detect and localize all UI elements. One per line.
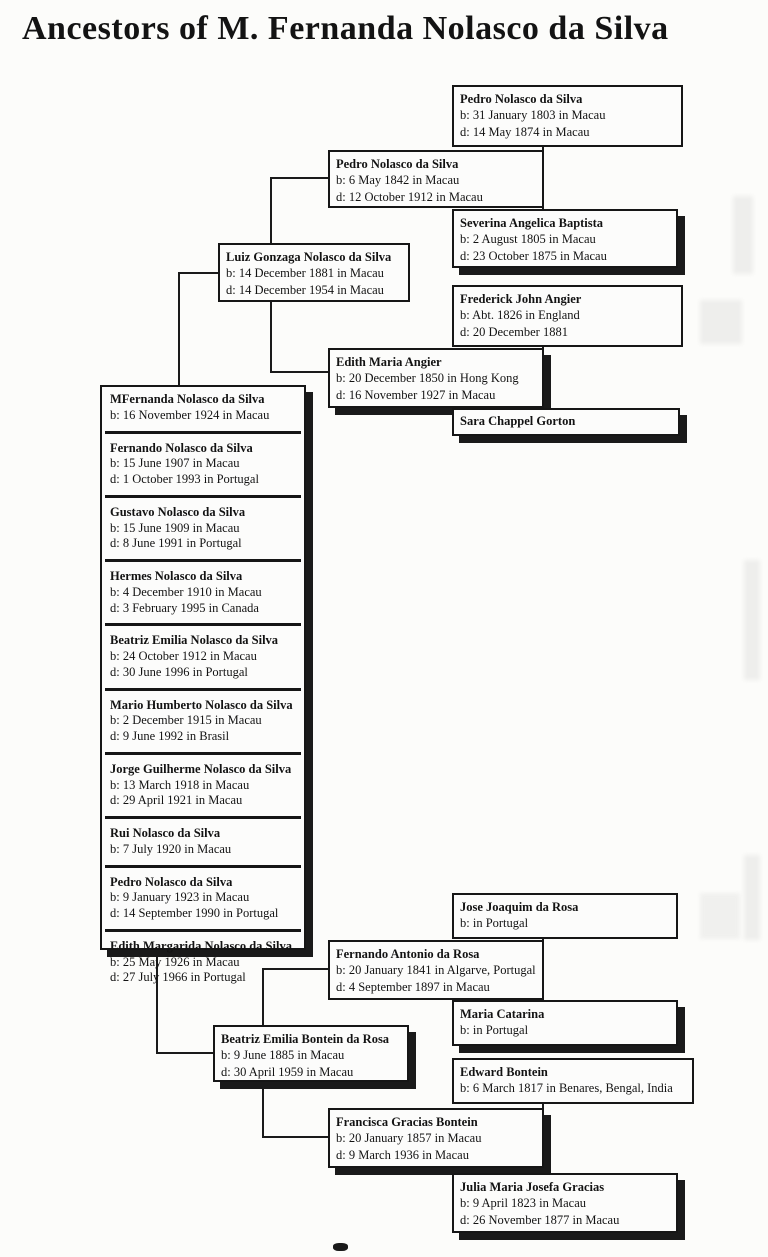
person-birth: b: 24 October 1912 in Macau [110, 649, 257, 663]
person-birth: b: 14 December 1881 in Macau [226, 266, 384, 281]
person-box-luiz-gonzaga-nolasco-da-silva [218, 243, 410, 302]
person-birth: b: 20 January 1841 in Algarve, Portugal [336, 963, 536, 978]
person-name: Edith Maria Angier [336, 355, 442, 369]
person-death: d: 14 May 1874 in Macau [460, 124, 590, 139]
person-box-edward-bontein [452, 1058, 694, 1104]
person-name: Edward Bontein [460, 1065, 548, 1079]
scan-artifact [733, 196, 753, 274]
family-member [102, 502, 304, 555]
person-name: Frederick John Angier [460, 292, 582, 306]
person-name: MFernanda Nolasco da Silva [110, 392, 265, 406]
person-name: Fernando Nolasco da Silva [110, 440, 253, 455]
person-death: d: 26 November 1877 in Macau [460, 1212, 620, 1227]
family-member [102, 566, 304, 619]
family-member [102, 438, 304, 491]
person-name: Pedro Nolasco da Silva [110, 874, 233, 889]
divider-line [105, 752, 301, 755]
divider-line [105, 559, 301, 562]
connector-line [156, 1052, 214, 1054]
connector-line [270, 371, 328, 373]
person-death: d: 14 September 1990 in Portugal [110, 906, 279, 920]
family-member [102, 759, 304, 812]
scan-artifact [744, 855, 760, 940]
person-birth: b: in Portugal [460, 1023, 529, 1038]
family-member [102, 936, 304, 989]
person-box-severina-angelica-baptista [452, 209, 678, 268]
person-box-pedro-nolasco-da-silva-1842 [328, 150, 544, 208]
person-name: Beatriz Emilia Nolasco da Silva [110, 633, 279, 648]
person-death: d: 29 April 1921 in Macau [110, 793, 243, 808]
person-name: Mario Humberto Nolasco da Silva [110, 697, 293, 712]
family-member [102, 872, 304, 925]
person-death: d: 23 October 1875 in Macau [460, 248, 607, 263]
person-name: Luiz Gonzaga Nolasco da Silva [226, 250, 392, 264]
person-name: Maria Catarina [460, 1007, 545, 1021]
person-birth: b: Abt. 1826 in England [460, 308, 580, 323]
person-birth: b: 15 June 1907 in Macau [110, 456, 240, 471]
person-name: Jose Joaquim da Rosa [460, 900, 579, 914]
person-box-frederick-john-angier [452, 285, 683, 347]
person-name: Jorge Guilherme Nolasco da Silva [110, 761, 292, 776]
divider-line [105, 688, 301, 691]
family-member [102, 389, 304, 427]
person-death: d: 4 September 1897 in Macau [336, 979, 490, 994]
divider-line [105, 623, 301, 626]
scan-artifact [744, 560, 760, 680]
family-member [102, 695, 304, 748]
person-death: d: 16 November 1927 in Macau [336, 387, 496, 402]
divider-line [105, 816, 301, 819]
person-name: Severina Angelica Baptista [460, 216, 604, 230]
person-death: d: 30 June 1996 in Portugal [110, 664, 248, 679]
person-name: Rui Nolasco da Silva [110, 826, 221, 840]
person-name: Julia Maria Josefa Gracias [460, 1180, 605, 1194]
person-box-pedro-nolasco-da-silva-1803 [452, 85, 683, 147]
person-birth: b: 7 July 1920 in Macau [110, 841, 232, 856]
person-name: Pedro Nolasco da Silva [460, 92, 583, 106]
person-birth: b: 2 August 1805 in Macau [460, 232, 596, 247]
person-birth: b: 9 April 1823 in Macau [460, 1196, 587, 1211]
person-death: d: 12 October 1912 in Macau [336, 189, 483, 204]
person-birth: b: 31 January 1803 in Macau [460, 108, 606, 123]
person-name: Beatriz Emilia Bontein da Rosa [221, 1032, 390, 1046]
divider-line [105, 495, 301, 498]
person-death: d: 9 March 1936 in Macau [336, 1147, 469, 1162]
scan-artifact [700, 300, 742, 344]
person-name: Fernando Antonio da Rosa [336, 947, 480, 961]
person-birth: b: 9 June 1885 in Macau [221, 1048, 345, 1063]
family-member [102, 630, 304, 683]
person-birth: b: 6 May 1842 in Macau [336, 173, 460, 188]
person-birth: b: 2 December 1915 in Macau [110, 713, 262, 728]
person-death: d: 27 July 1966 in Portugal [110, 970, 246, 985]
person-birth: b: in Portugal [460, 916, 529, 931]
person-birth: b: 20 January 1857 in Macau [336, 1131, 482, 1146]
person-birth: b: 15 June 1909 in Macau [110, 520, 240, 535]
person-name: Pedro Nolasco da Silva [336, 157, 459, 171]
person-name: Francisca Gracias Bontein [336, 1115, 478, 1129]
person-box-fernando-antonio-da-rosa [328, 940, 544, 1000]
person-box-sara-chappel-gorton [452, 408, 680, 436]
person-name: Hermes Nolasco da Silva [110, 569, 243, 583]
scan-speck [333, 1243, 348, 1251]
person-birth: b: 20 December 1850 in Hong Kong [336, 371, 519, 386]
person-birth: b: 6 March 1817 in Benares, Bengal, India [460, 1081, 673, 1096]
family-group-box [100, 385, 306, 985]
person-box-julia-maria-josefa-gracias [452, 1173, 678, 1233]
person-box-beatriz-emilia-bontein-da-rosa [213, 1025, 409, 1082]
person-death: d: 8 June 1991 in Portugal [110, 536, 242, 551]
person-name: Edith Margarida Nolasco da Silva [110, 938, 292, 953]
person-death: d: 14 December 1954 in Macau [226, 282, 384, 297]
person-birth: b: 13 March 1918 in Macau [110, 777, 250, 792]
person-birth: b: 25 May 1926 in Macau [110, 954, 240, 969]
divider-line [105, 431, 301, 434]
divider-line [105, 929, 301, 932]
person-box-francisca-gracias-bontein [328, 1108, 544, 1168]
connector-line [270, 177, 328, 179]
person-name: Gustavo Nolasco da Silva [110, 504, 246, 519]
connector-line [178, 272, 180, 386]
scan-artifact [700, 893, 740, 939]
divider-line [105, 865, 301, 868]
connector-line [262, 1136, 328, 1138]
person-death: d: 9 June 1992 in Brasil [110, 729, 230, 743]
family-member [102, 823, 304, 861]
person-box-maria-catarina [452, 1000, 678, 1046]
person-birth: b: 9 January 1923 in Macau [110, 890, 250, 905]
person-box-edith-maria-angier [328, 348, 544, 408]
person-birth: b: 4 December 1910 in Macau [110, 584, 262, 599]
connector-line [178, 272, 220, 274]
person-birth: b: 16 November 1924 in Macau [110, 407, 270, 422]
person-death: d: 30 April 1959 in Macau [221, 1064, 354, 1079]
person-death: d: 3 February 1995 in Canada [110, 600, 259, 615]
page-title: Ancestors of M. Fernanda Nolasco da Silva [22, 10, 669, 47]
person-name: Sara Chappel Gorton [460, 414, 576, 428]
person-death: d: 1 October 1993 in Portugal [110, 472, 259, 486]
person-death: d: 20 December 1881 [460, 324, 568, 339]
person-box-jose-joaquim-da-rosa [452, 893, 678, 939]
